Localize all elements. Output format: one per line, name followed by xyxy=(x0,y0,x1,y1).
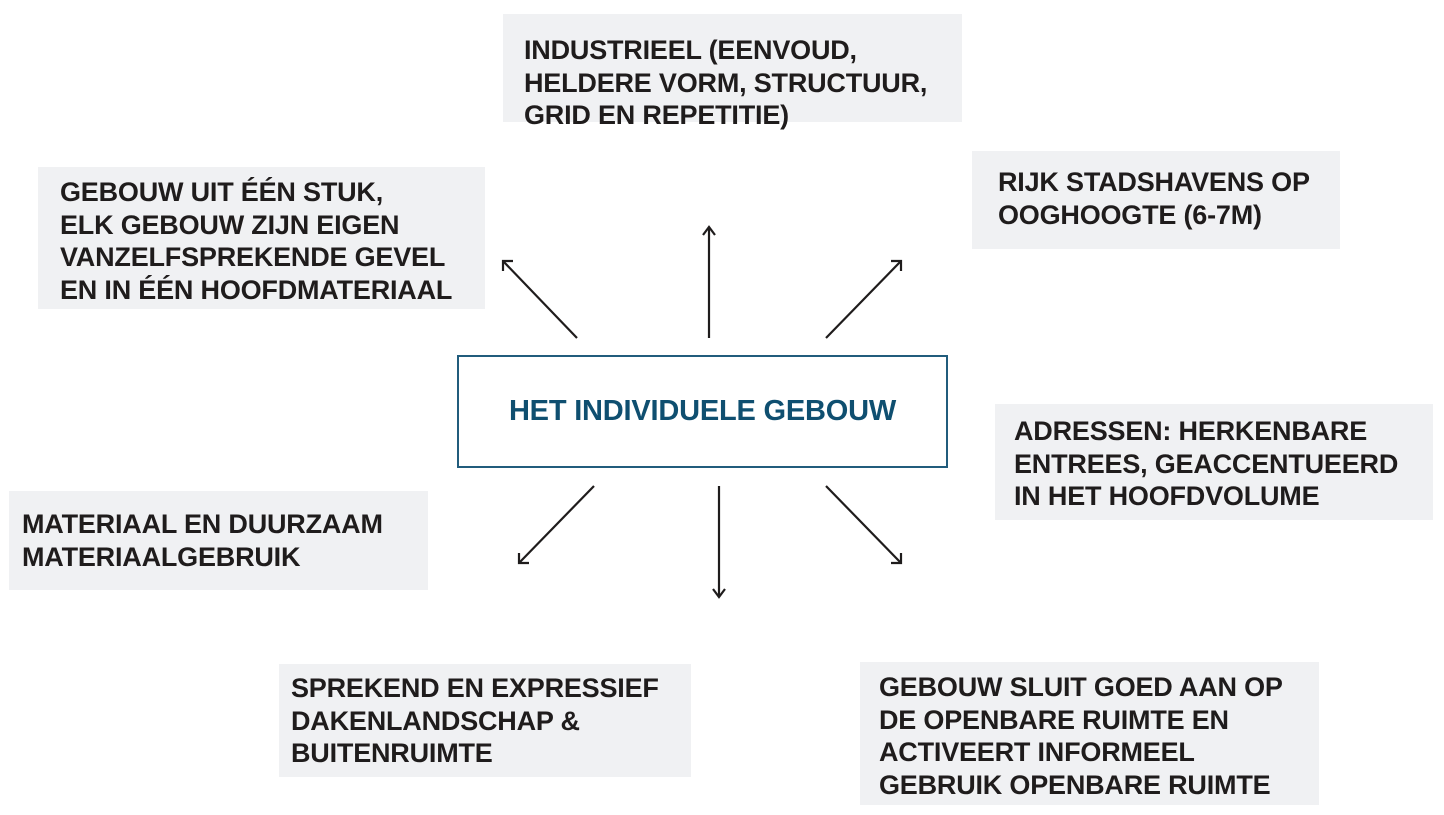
node-line: DE OPENBARE RUIMTE EN xyxy=(879,704,1229,735)
node-line: BUITENRUIMTE xyxy=(291,738,493,768)
node-line: ENTREES, GEACCENTUEERD xyxy=(1014,448,1399,479)
node-line: EN IN ÉÉN HOOFDMATERIAAL xyxy=(60,274,453,305)
arrow-up-right-icon xyxy=(826,261,901,338)
node-een-stuk xyxy=(38,167,485,309)
node-line: INDUSTRIEEL (EENVOUD, xyxy=(524,35,857,65)
node-line: ACTIVEERT INFORMEEL xyxy=(879,737,1195,767)
arrow-down-right-icon xyxy=(826,486,901,563)
node-dakenlandschap xyxy=(279,664,691,777)
node-openbare-ruimte xyxy=(860,662,1319,805)
node-line: OOGHOOGTE (6-7M) xyxy=(998,199,1262,230)
center-node xyxy=(457,355,948,468)
arrow-down-icon xyxy=(713,486,725,597)
node-line: ELK GEBOUW ZIJN EIGEN xyxy=(60,209,400,240)
node-adressen xyxy=(995,404,1433,520)
arrow-up-icon xyxy=(703,227,715,338)
node-line: IN HET HOOFDVOLUME xyxy=(1014,481,1320,511)
node-line: SPREKEND EN EXPRESSIEF xyxy=(291,673,659,703)
node-stadshavens xyxy=(972,151,1340,249)
node-line: GEBOUW UIT ÉÉN STUK, xyxy=(60,177,384,207)
node-line: GRID EN REPETITIE) xyxy=(524,100,789,130)
arrow-up-left-icon xyxy=(503,261,577,338)
center-node-label: HET INDIVIDUELE GEBOUW xyxy=(508,395,897,427)
node-line: MATERIAALGEBRUIK xyxy=(22,541,301,572)
node-line: GEBOUW SLUIT GOED AAN OP xyxy=(879,672,1283,702)
node-line: DAKENLANDSCHAP & xyxy=(291,705,580,736)
node-line: MATERIAAL EN DUURZAAM xyxy=(22,509,383,539)
node-line: GEBRUIK OPENBARE RUIMTE xyxy=(879,769,1271,800)
node-industrieel xyxy=(503,14,962,130)
node-materiaal xyxy=(9,491,428,590)
node-line: ADRESSEN: HERKENBARE xyxy=(1014,416,1368,446)
node-line: VANZELFSPREKENDE GEVEL xyxy=(60,242,446,272)
node-line: HELDERE VORM, STRUCTUUR, xyxy=(524,67,928,98)
arrow-down-left-icon xyxy=(519,486,594,563)
node-line: RIJK STADSHAVENS OP xyxy=(998,167,1310,197)
